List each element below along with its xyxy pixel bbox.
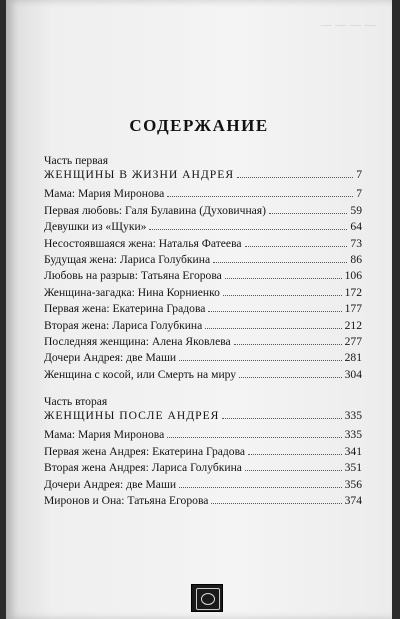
toc-entry-title: Первая жена Андрея: Екатерина Градова	[44, 444, 246, 458]
toc-entry-title: Мама: Мария Миронова	[44, 187, 165, 201]
leader-dots	[234, 344, 342, 345]
leader-dots	[213, 262, 347, 263]
toc-entry	[44, 286, 362, 302]
toc-entry	[44, 269, 362, 285]
page-number: 59	[350, 203, 362, 217]
leader-dots	[239, 377, 342, 378]
page-number: 281	[344, 351, 362, 365]
page-number: 356	[344, 477, 362, 491]
leader-dots	[269, 213, 347, 214]
part-2-label: Часть вторая	[44, 395, 108, 409]
toc-entry-title: Несостоявшаяся жена: Наталья Фатеева	[44, 236, 242, 250]
toc-entry-title: Любовь на разрыв: Татьяна Егорова	[44, 269, 222, 283]
part-1-title: ЖЕНЩИНЫ В ЖИЗНИ АНДРЕЯ	[44, 168, 235, 181]
page-number: 351	[344, 461, 362, 475]
publisher-logo-icon	[191, 584, 223, 612]
toc-entry-title: Женщина-загадка: Нина Корниенко	[44, 285, 220, 299]
page-number: 374	[344, 494, 362, 508]
part-1-label: Часть первая	[44, 154, 109, 167]
page-number: 335	[344, 409, 362, 423]
toc-entry	[44, 445, 362, 461]
page-number: 335	[344, 428, 362, 442]
toc-entry-title: Последняя женщина: Алена Яковлева	[44, 334, 231, 348]
part-2-title-row	[44, 409, 362, 425]
toc-entry-title: Дочери Андрея: две Маши	[44, 477, 177, 491]
toc-entry-title: Вторая жена: Лариса Голубкина	[44, 318, 203, 332]
leader-dots	[245, 470, 342, 471]
toc-entry	[44, 494, 362, 510]
page-number: 86	[350, 252, 362, 266]
page-number: 212	[344, 318, 362, 332]
page-number: 106	[344, 269, 362, 283]
page-number: 7	[356, 187, 362, 201]
page-number: 172	[344, 285, 362, 299]
toc-entry-title: Мама: Мария Миронова	[44, 428, 165, 442]
toc-entry	[44, 478, 362, 494]
toc-entry	[44, 220, 362, 236]
leader-dots	[179, 487, 342, 488]
leader-dots	[205, 328, 341, 329]
toc-entry	[44, 302, 362, 318]
leader-dots	[208, 311, 341, 312]
toc-entry-title: Первая любовь: Галя Булавина (Духовичная)	[44, 203, 267, 217]
toc-entry-title: Девушки из «Щуки»	[44, 220, 147, 234]
page-number: 277	[344, 334, 362, 348]
book-page	[6, 0, 392, 619]
toc-entry	[44, 253, 362, 269]
leader-dots	[225, 278, 342, 279]
leader-dots	[237, 177, 353, 178]
toc-entry-title: Миронов и Она: Татьяна Егорова	[44, 494, 209, 508]
leader-dots	[211, 503, 341, 504]
toc-entry	[44, 187, 362, 203]
leader-dots	[222, 418, 341, 419]
toc-entry	[44, 335, 362, 351]
leader-dots	[167, 196, 353, 197]
bleed-through-text: — — — —	[320, 20, 376, 31]
toc-entry	[44, 204, 362, 220]
leader-dots	[179, 360, 342, 361]
toc-entry-title: Вторая жена Андрея: Лариса Голубкина	[44, 461, 242, 475]
leader-dots	[149, 229, 347, 230]
toc-entry	[44, 237, 362, 253]
page-number: 304	[344, 367, 362, 381]
toc-entry-title: Будущая жена: Лариса Голубкина	[44, 252, 211, 266]
page-number: 73	[350, 236, 362, 250]
toc-entry	[44, 319, 362, 335]
part-1-entries	[44, 187, 362, 384]
leader-dots	[248, 454, 342, 455]
page-number: 64	[350, 220, 362, 234]
toc-entry	[44, 461, 362, 477]
toc-entry	[44, 368, 362, 384]
toc-entry	[44, 428, 362, 444]
part-1-title-row	[44, 168, 362, 184]
part-2-entries	[44, 428, 362, 510]
leader-dots	[245, 246, 348, 247]
page-number: 341	[344, 444, 362, 458]
leader-dots	[223, 295, 342, 296]
page-number: 7	[356, 168, 362, 181]
toc-entry-title: Первая жена: Екатерина Градова	[44, 302, 206, 316]
leader-dots	[167, 437, 341, 438]
page-title: СОДЕРЖАНИЕ	[129, 116, 269, 135]
toc-entry	[44, 351, 362, 367]
page-number: 177	[344, 302, 362, 316]
table-of-contents	[44, 153, 362, 510]
toc-entry-title: Дочери Андрея: две Маши	[44, 351, 177, 365]
toc-entry-title: Женщина с косой, или Смерть на миру	[44, 367, 237, 381]
part-2-title: ЖЕНЩИНЫ ПОСЛЕ АНДРЕЯ	[44, 409, 220, 423]
